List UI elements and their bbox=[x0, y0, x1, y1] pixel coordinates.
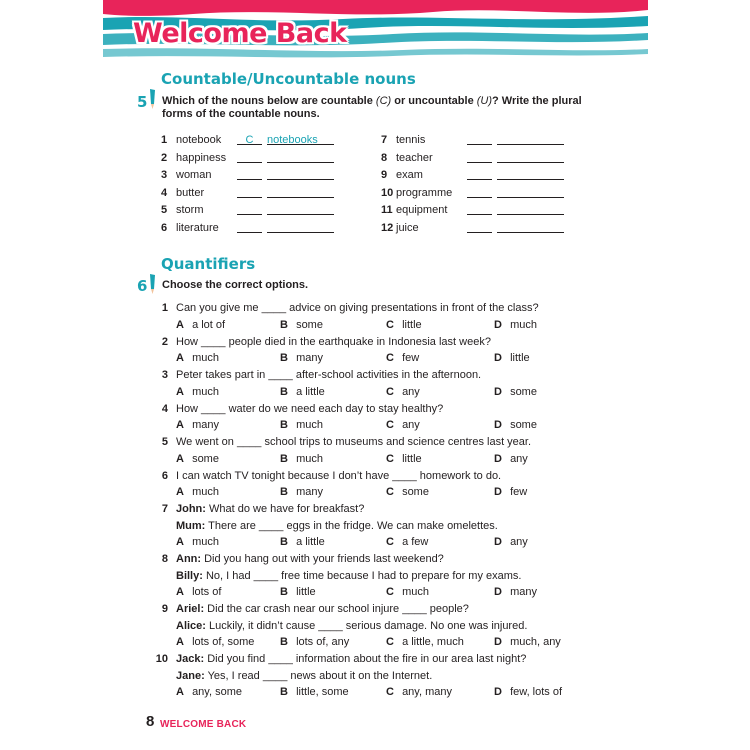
option-letter: A bbox=[176, 586, 184, 598]
option-letter: D bbox=[494, 352, 502, 364]
option-text: much bbox=[296, 419, 323, 431]
item-word: storm bbox=[176, 204, 204, 216]
workbook-page bbox=[103, 0, 648, 750]
item-word: woman bbox=[176, 169, 212, 181]
option-text: little bbox=[402, 452, 422, 465]
answer-option[interactable] bbox=[176, 535, 219, 549]
option-text: many bbox=[296, 486, 323, 498]
question-line: What do we have for breakfast? bbox=[205, 503, 365, 515]
item-word: exam bbox=[396, 169, 423, 181]
option-text: any bbox=[510, 536, 528, 548]
answer-option[interactable] bbox=[176, 318, 225, 332]
question-line: Yes, I read ____ news about it on the Internet. bbox=[204, 669, 433, 682]
option-letter: A bbox=[176, 636, 184, 648]
list-item bbox=[381, 203, 581, 217]
question-text bbox=[176, 335, 491, 349]
option-text: much, any bbox=[510, 636, 561, 648]
answer-blank-type[interactable] bbox=[467, 151, 492, 163]
question-text bbox=[176, 368, 481, 382]
option-letter: B bbox=[280, 318, 288, 331]
list-item bbox=[161, 133, 361, 147]
option-letter: C bbox=[386, 486, 394, 498]
option-letter: C bbox=[386, 452, 394, 465]
option-letter: D bbox=[494, 486, 502, 498]
pencil-icon bbox=[148, 274, 156, 294]
answer-option[interactable] bbox=[176, 585, 221, 599]
option-letter: D bbox=[494, 586, 502, 598]
answer-blank-plural[interactable] bbox=[267, 221, 334, 233]
speaker-name: Jack: bbox=[176, 653, 205, 665]
speaker-name: John: bbox=[176, 503, 206, 515]
answer-blank-type[interactable] bbox=[237, 168, 262, 180]
answer-blank-type[interactable] bbox=[467, 221, 492, 233]
answer-option[interactable] bbox=[176, 485, 219, 499]
exercise-number-5: 5 bbox=[137, 93, 148, 111]
option-letter: B bbox=[280, 586, 288, 598]
answer-blank-type[interactable] bbox=[237, 203, 262, 215]
option-text: some bbox=[296, 318, 323, 331]
answer-blank-type[interactable] bbox=[237, 151, 262, 163]
option-text: many bbox=[192, 419, 219, 431]
answer-option[interactable] bbox=[280, 485, 323, 499]
footer-label: WELCOME BACK bbox=[160, 719, 247, 730]
option-letter: B bbox=[280, 352, 288, 364]
list-item bbox=[161, 186, 361, 200]
item-word: literature bbox=[176, 221, 219, 234]
question-line: I can watch TV tonight because I don’t have ____ homework to do. bbox=[176, 469, 502, 482]
answer-option[interactable] bbox=[386, 635, 464, 649]
answer-option[interactable] bbox=[386, 585, 429, 599]
option-letter: D bbox=[494, 686, 502, 698]
item-number: 12 bbox=[381, 221, 394, 234]
question-text bbox=[176, 301, 539, 315]
option-text: a little bbox=[296, 536, 325, 548]
option-letter: C bbox=[386, 636, 394, 648]
option-letter: B bbox=[280, 536, 288, 548]
option-letter: C bbox=[386, 318, 394, 331]
item-number: 2 bbox=[161, 151, 168, 164]
answer-blank-plural[interactable]: notebooks bbox=[267, 133, 334, 145]
answer-option[interactable] bbox=[280, 351, 323, 365]
answer-blank-type[interactable] bbox=[467, 186, 492, 198]
answer-option[interactable] bbox=[176, 685, 242, 699]
item-number: 10 bbox=[381, 186, 394, 199]
answer-option[interactable] bbox=[494, 585, 537, 599]
option-text: any, some bbox=[192, 686, 242, 698]
option-text: much bbox=[192, 486, 219, 498]
question-line: Can you give me ____ advice on giving presentations in front of the class? bbox=[176, 302, 539, 314]
question-line: There are ____ eggs in the fridge. We can make omelettes. bbox=[205, 519, 498, 532]
option-text: much bbox=[192, 536, 219, 548]
answer-option[interactable] bbox=[494, 452, 528, 466]
option-text: little bbox=[510, 352, 530, 364]
item-number: 6 bbox=[161, 221, 168, 234]
answer-option[interactable] bbox=[280, 452, 323, 466]
question-text bbox=[176, 435, 531, 449]
option-letter: B bbox=[280, 686, 288, 698]
option-text: many bbox=[296, 352, 323, 364]
list-item bbox=[381, 133, 581, 147]
answer-blank-plural[interactable] bbox=[267, 203, 334, 215]
option-text: much bbox=[510, 318, 537, 331]
item-word: tennis bbox=[396, 134, 426, 146]
list-item bbox=[161, 221, 361, 235]
option-letter: C bbox=[386, 385, 394, 398]
list-item bbox=[161, 168, 361, 182]
question-number: 8 bbox=[161, 553, 168, 565]
question-number: 1 bbox=[161, 302, 168, 314]
answer-blank-type[interactable] bbox=[467, 168, 492, 180]
item-number: 11 bbox=[381, 204, 393, 216]
option-letter: A bbox=[176, 452, 184, 465]
option-text: a few bbox=[402, 536, 429, 548]
exercise-6-instruction: Choose the correct options. bbox=[162, 279, 309, 291]
answer-blank-plural[interactable] bbox=[267, 186, 334, 198]
option-text: some bbox=[510, 385, 537, 398]
speaker-name: Billy: bbox=[176, 569, 203, 582]
answer-option[interactable] bbox=[280, 635, 349, 649]
option-letter: D bbox=[494, 318, 502, 331]
pencil-icon bbox=[148, 89, 156, 109]
section-title-quantifiers: Quantifiers bbox=[161, 255, 256, 273]
option-letter: B bbox=[280, 385, 288, 398]
answer-option[interactable] bbox=[280, 585, 316, 599]
option-text: much bbox=[192, 385, 219, 398]
question-text bbox=[176, 502, 364, 516]
list-item bbox=[381, 221, 581, 235]
item-number: 9 bbox=[381, 169, 388, 181]
answer-option[interactable] bbox=[280, 385, 325, 399]
answer-option[interactable] bbox=[176, 418, 219, 432]
option-letter: A bbox=[176, 352, 184, 364]
answer-blank-plural[interactable] bbox=[497, 168, 564, 180]
option-text: little bbox=[296, 586, 316, 598]
item-word: notebook bbox=[176, 134, 222, 146]
question-line: We went on ____ school trips to museums and science centres last year. bbox=[176, 436, 532, 448]
speaker-name: Mum: bbox=[176, 519, 206, 532]
option-letter: A bbox=[176, 536, 184, 548]
exercise-5-instruction: Which of the nouns below are countable (C) or uncountable (U)? Write the plural forms of the countable nouns. bbox=[162, 95, 582, 120]
item-word: equipment bbox=[396, 204, 448, 216]
header-banner bbox=[103, 0, 648, 62]
option-text: much bbox=[192, 352, 219, 364]
question-number: 6 bbox=[161, 469, 168, 482]
item-word: juice bbox=[396, 221, 419, 234]
option-text: lots of, any bbox=[296, 636, 350, 648]
option-letter: C bbox=[386, 536, 394, 548]
option-letter: B bbox=[280, 452, 288, 465]
speaker-name: Alice: bbox=[176, 619, 206, 632]
answer-option[interactable] bbox=[386, 485, 429, 499]
question-line: Luckily, it didn’t cause ____ serious damage. No one was injured. bbox=[205, 619, 528, 632]
page-title: Welcome Back bbox=[133, 18, 347, 49]
question-number: 10 bbox=[155, 653, 168, 665]
option-text: little bbox=[402, 318, 422, 331]
question-text bbox=[176, 669, 432, 683]
option-text: few, lots of bbox=[510, 686, 563, 698]
question-text bbox=[176, 569, 521, 583]
answer-blank-plural[interactable] bbox=[497, 203, 564, 215]
speaker-name: Ariel: bbox=[176, 603, 205, 615]
option-text: a little, much bbox=[402, 636, 464, 648]
answer-blank-type[interactable] bbox=[237, 186, 262, 198]
answer-option[interactable] bbox=[494, 635, 561, 649]
answer-blank-type[interactable] bbox=[467, 133, 492, 145]
option-letter: B bbox=[280, 486, 288, 498]
item-word: happiness bbox=[176, 151, 227, 164]
question-text bbox=[176, 552, 444, 566]
item-number: 1 bbox=[161, 134, 168, 146]
option-text: lots of bbox=[192, 586, 222, 598]
list-item bbox=[381, 168, 581, 182]
answer-option[interactable] bbox=[494, 685, 562, 699]
item-word: programme bbox=[396, 186, 453, 199]
option-text: much bbox=[296, 452, 323, 465]
option-letter: A bbox=[176, 385, 184, 398]
question-line: Did you hang out with your friends last weekend? bbox=[201, 553, 444, 565]
answer-option[interactable] bbox=[386, 318, 422, 332]
answer-blank-plural[interactable] bbox=[497, 151, 564, 163]
question-text bbox=[176, 519, 498, 533]
question-line: No, I had ____ free time because I had to prepare for my exams. bbox=[202, 569, 522, 582]
answer-option[interactable] bbox=[280, 535, 325, 549]
question-line: Did the car crash near our school injure ____ people? bbox=[204, 603, 469, 615]
option-letter: C bbox=[386, 352, 394, 364]
item-number: 3 bbox=[161, 169, 168, 181]
option-text: many bbox=[510, 586, 537, 598]
option-letter: A bbox=[176, 419, 184, 431]
option-letter: D bbox=[494, 452, 502, 465]
option-letter: D bbox=[494, 536, 502, 548]
question-line: How ____ water do we need each day to stay healthy? bbox=[176, 402, 444, 415]
item-word: butter bbox=[176, 186, 205, 199]
question-line: Peter takes part in ____ after-school activities in the afternoon. bbox=[176, 369, 482, 381]
option-letter: C bbox=[386, 419, 394, 431]
option-letter: A bbox=[176, 686, 184, 698]
option-text: some bbox=[510, 419, 537, 431]
question-number: 9 bbox=[161, 603, 168, 615]
option-text: any bbox=[402, 385, 420, 398]
option-letter: C bbox=[386, 586, 394, 598]
answer-option[interactable] bbox=[176, 452, 219, 466]
question-number: 2 bbox=[161, 335, 168, 348]
answer-blank-plural[interactable] bbox=[267, 151, 334, 163]
answer-option[interactable] bbox=[386, 351, 419, 365]
option-text: any bbox=[510, 452, 528, 465]
question-line: How ____ people died in the earthquake in Indonesia last week? bbox=[176, 335, 491, 348]
speaker-name: Jane: bbox=[176, 669, 205, 682]
option-text: any bbox=[402, 419, 420, 431]
option-text: a lot of bbox=[192, 318, 226, 331]
option-text: little, some bbox=[296, 686, 349, 698]
answer-option[interactable] bbox=[386, 418, 420, 432]
list-item bbox=[381, 186, 581, 200]
option-text: any, many bbox=[402, 686, 452, 698]
item-number: 5 bbox=[161, 204, 168, 216]
answer-option[interactable] bbox=[494, 351, 530, 365]
option-text: few bbox=[510, 486, 528, 498]
option-text: a little bbox=[296, 385, 325, 398]
option-text: lots of, some bbox=[192, 636, 255, 648]
answer-option[interactable] bbox=[494, 535, 528, 549]
answer-blank-plural[interactable] bbox=[497, 221, 564, 233]
option-letter: A bbox=[176, 486, 184, 498]
answer-blank-type[interactable]: C bbox=[237, 133, 262, 145]
answer-blank-plural[interactable] bbox=[497, 133, 564, 145]
answer-blank-plural[interactable] bbox=[267, 168, 334, 180]
answer-option[interactable] bbox=[176, 635, 254, 649]
item-number: 4 bbox=[161, 186, 168, 199]
answer-option[interactable] bbox=[176, 351, 219, 365]
answer-blank-type[interactable] bbox=[237, 221, 262, 233]
answer-option[interactable] bbox=[386, 685, 452, 699]
option-letter: D bbox=[494, 419, 502, 431]
option-text: much bbox=[402, 586, 429, 598]
option-text: some bbox=[402, 486, 429, 498]
option-letter: D bbox=[494, 385, 502, 398]
page-number: 8 bbox=[146, 713, 155, 730]
option-letter: B bbox=[280, 419, 288, 431]
answer-option[interactable] bbox=[494, 385, 537, 399]
answer-option[interactable] bbox=[176, 385, 219, 399]
question-text bbox=[176, 619, 527, 633]
question-text bbox=[176, 469, 501, 483]
question-line: Did you find ____ information about the fire in our area last night? bbox=[204, 653, 527, 665]
item-word: teacher bbox=[396, 151, 433, 164]
answer-option[interactable] bbox=[494, 418, 537, 432]
answer-option[interactable] bbox=[386, 452, 422, 466]
answer-option[interactable] bbox=[280, 418, 323, 432]
option-letter: D bbox=[494, 636, 502, 648]
list-item bbox=[381, 151, 581, 165]
question-number: 5 bbox=[161, 436, 168, 448]
answer-blank-type[interactable] bbox=[467, 203, 492, 215]
question-text bbox=[176, 602, 469, 616]
section-title-countable: Countable/Uncountable nouns bbox=[161, 70, 416, 88]
answer-option[interactable] bbox=[280, 318, 323, 332]
answer-option[interactable] bbox=[386, 385, 420, 399]
question-text bbox=[176, 402, 443, 416]
option-text: some bbox=[192, 452, 219, 465]
option-letter: B bbox=[280, 636, 288, 648]
answer-blank-plural[interactable] bbox=[497, 186, 564, 198]
option-letter: A bbox=[176, 318, 184, 331]
item-number: 7 bbox=[381, 134, 388, 146]
option-text: few bbox=[402, 352, 420, 364]
answer-option[interactable] bbox=[494, 485, 527, 499]
question-number: 7 bbox=[161, 503, 168, 515]
exercise-number-6: 6 bbox=[137, 277, 148, 295]
list-item bbox=[161, 151, 361, 165]
answer-option[interactable] bbox=[386, 535, 428, 549]
question-number: 4 bbox=[161, 402, 168, 415]
list-item bbox=[161, 203, 361, 217]
answer-option[interactable] bbox=[494, 318, 537, 332]
question-text bbox=[176, 652, 526, 666]
speaker-name: Ann: bbox=[176, 553, 202, 565]
option-letter: C bbox=[386, 686, 394, 698]
item-number: 8 bbox=[381, 151, 388, 164]
question-number: 3 bbox=[161, 369, 168, 381]
answer-option[interactable] bbox=[280, 685, 349, 699]
